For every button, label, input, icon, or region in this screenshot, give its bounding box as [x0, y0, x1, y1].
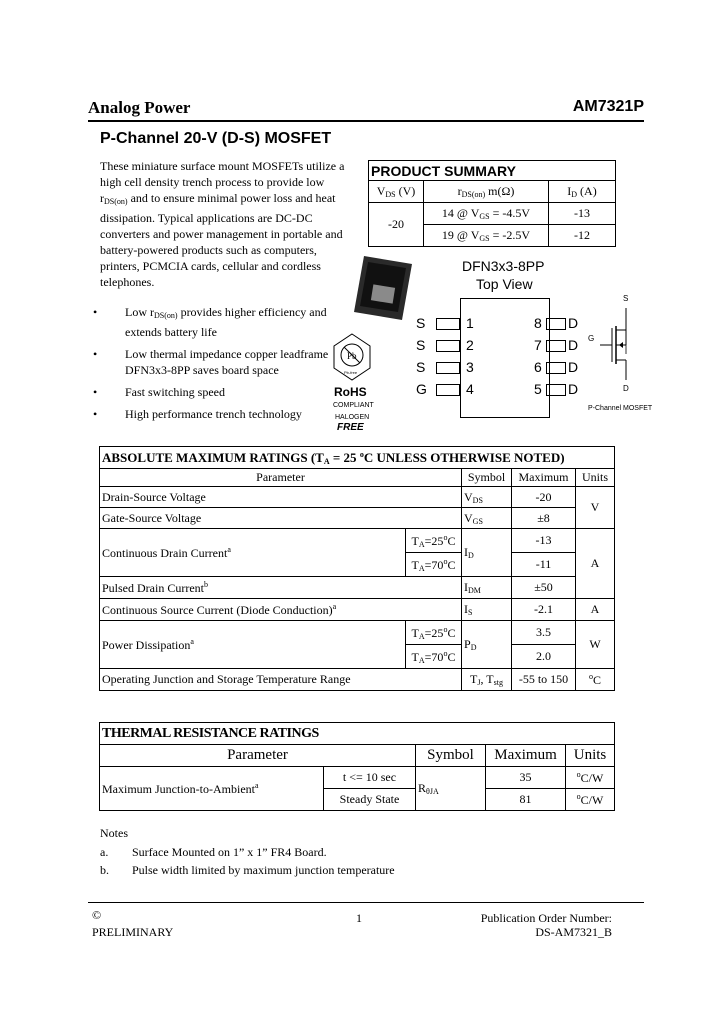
- param-cell: Power Dissipation$^a$: [100, 621, 406, 669]
- list-item: • Fast switching speed: [93, 384, 333, 400]
- package-view: Top View: [476, 276, 533, 292]
- unit-cell: $^o$C/W: [566, 767, 615, 789]
- symbol-cell: $V_{DS}$: [462, 487, 512, 508]
- table-row: [100, 487, 615, 508]
- col-maximum: Maximum: [512, 469, 576, 487]
- notes-title: Notes: [100, 826, 128, 840]
- unit-cell: W: [576, 621, 615, 669]
- package-name: DFN3x3-8PP: [462, 258, 545, 274]
- max-cell: ±8: [512, 508, 576, 529]
- note-b-text: Pulse width limited by maximum junction temperature: [132, 863, 395, 877]
- left-pins: [416, 312, 474, 400]
- pin-row: S 1: [416, 315, 474, 331]
- header-rule: [88, 120, 644, 122]
- unit-cell: $^o$C: [576, 669, 615, 691]
- schematic-caption: P-Channel MOSFET: [588, 405, 653, 412]
- mosfet-schematic-icon: [586, 302, 636, 386]
- max-cell: -55 to 150: [512, 669, 576, 691]
- condition-cell: $T_A=25^oC$: [406, 529, 462, 553]
- symbol-cell: $T_J$, $T_{stg}$: [462, 669, 512, 691]
- page-number: 1: [356, 911, 362, 925]
- publication-number: DS-AM7321_B: [535, 925, 612, 939]
- intro-line: converters and power management in portable and: [100, 227, 343, 241]
- unit-cell: A: [576, 599, 615, 621]
- list-item: • High performance trench technology: [93, 406, 333, 422]
- footer-rule: [88, 902, 644, 903]
- pb-small-text: Pb-free: [344, 370, 358, 375]
- pin-row: S 2: [416, 337, 474, 353]
- copyright-icon: ©: [92, 908, 102, 922]
- intro-line: dissipation. Typical applications are DC-DC: [100, 211, 313, 225]
- max-cell: -13: [512, 529, 576, 553]
- schematic-label-g: G: [588, 334, 595, 343]
- col-symbol: Symbol: [462, 469, 512, 487]
- note-b-key: b.: [100, 863, 109, 877]
- thermal-resistance-table: [99, 722, 615, 811]
- max-cell: ±50: [512, 577, 576, 599]
- param-cell: Operating Junction and Storage Temperature Range: [100, 669, 462, 691]
- list-item: • Low $r_{DS(on)}$ provides higher efficiency and extends battery life: [93, 304, 333, 340]
- intro-paragraph: [100, 158, 355, 290]
- max-cell: 3.5: [512, 621, 576, 645]
- publication-label: Publication Order Number:: [480, 911, 612, 925]
- table-row: [100, 577, 615, 599]
- table-row: [100, 529, 615, 553]
- intro-line: battery-powered products such as computers,: [100, 243, 317, 257]
- pin-row: 6 D: [534, 359, 579, 375]
- halogen-free-label: FREE: [337, 422, 364, 433]
- product-summary-table: [368, 160, 616, 247]
- condition-cell: $T_A=70^oC$: [406, 553, 462, 577]
- feature-list: [93, 304, 333, 428]
- table-row: [100, 767, 615, 789]
- pb-text: Pb: [347, 351, 357, 361]
- abs-max-title: ABSOLUTE MAXIMUM RATINGS ($T_A = 25$ $^o$C UNLESS OTHERWISE NOTED): [100, 447, 615, 469]
- max-cell: 81: [486, 789, 566, 811]
- symbol-cell: $R_{\theta JA}$: [416, 767, 486, 811]
- unit-cell: $^o$C/W: [566, 789, 615, 811]
- symbol-cell: $P_D$: [462, 621, 512, 669]
- intro-line: printers, PCMCIA cards, cellular and cordless: [100, 259, 321, 273]
- pin-row: G 4: [416, 381, 474, 397]
- symbol-cell: $V_{GS}$: [462, 508, 512, 529]
- pin-row: S 3: [416, 359, 474, 375]
- symbol-cell: $I_S$: [462, 599, 512, 621]
- unit-cell: A: [576, 529, 615, 599]
- table-row: [100, 508, 615, 529]
- col-vds: $V_{DS}$ (V): [369, 181, 424, 203]
- list-item: • Low thermal impedance copper leadframe DFN3x3-8PP saves board space: [93, 346, 333, 378]
- preliminary-label: PRELIMINARY: [92, 925, 174, 939]
- vds-value: -20: [369, 203, 424, 247]
- package-photo: [352, 250, 414, 324]
- param-cell: Maximum Junction-to-Ambient$^a$: [100, 767, 324, 811]
- symbol-cell: $I_{DM}$: [462, 577, 512, 599]
- page-title: P-Channel 20-V (D-S) MOSFET: [100, 130, 332, 147]
- id-value: -13: [549, 203, 616, 225]
- param-cell: Continuous Drain Current$^a$: [100, 529, 406, 577]
- max-cell: 35: [486, 767, 566, 789]
- rohs-label: RoHS: [334, 385, 367, 399]
- rohs-compliant: COMPLIANT: [333, 402, 374, 409]
- max-cell: -20: [512, 487, 576, 508]
- col-maximum: Maximum: [486, 745, 566, 767]
- param-cell: Continuous Source Current (Diode Conduction)$^a$: [100, 599, 462, 621]
- col-parameter: Parameter: [100, 469, 462, 487]
- absolute-max-ratings-table: [99, 446, 615, 691]
- param-cell: Pulsed Drain Current$^b$: [100, 577, 462, 599]
- pin-row: 7 D: [534, 337, 579, 353]
- condition-cell: $T_A=25^oC$: [406, 621, 462, 645]
- rds-value: 14 @ $V_{GS} = -4.5V$: [424, 203, 549, 225]
- col-parameter: Parameter: [100, 745, 416, 767]
- col-symbol: Symbol: [416, 745, 486, 767]
- condition-cell: Steady State: [324, 789, 416, 811]
- table-row: [100, 621, 615, 645]
- intro-line: telephones.: [100, 275, 155, 289]
- max-cell: -11: [512, 553, 576, 577]
- max-cell: -2.1: [512, 599, 576, 621]
- intro-line: $r_{DS(on)}$ and to ensure minimal power loss and heat: [100, 191, 336, 206]
- part-number: AM7321P: [572, 98, 644, 115]
- condition-cell: t <= 10 sec: [324, 767, 416, 789]
- table-row: [100, 669, 615, 691]
- col-units: Units: [576, 469, 615, 487]
- intro-line: These miniature surface mount MOSFETs utilize a: [100, 159, 345, 173]
- thermal-title: THERMAL RESISTANCE RATINGS: [100, 723, 615, 745]
- col-units: Units: [566, 745, 615, 767]
- note-a-text: Surface Mounted on 1” x 1” FR4 Board.: [132, 845, 327, 859]
- param-cell: Gate-Source Voltage: [100, 508, 462, 529]
- col-rds: $r_{DS(on)}$ m(Ω): [424, 181, 549, 203]
- pb-free-icon: [332, 332, 372, 382]
- id-value: -12: [549, 225, 616, 247]
- pin-row: 8 D: [534, 315, 579, 331]
- unit-cell: V: [576, 487, 615, 529]
- rds-value: 19 @ $V_{GS} = -2.5V$: [424, 225, 549, 247]
- max-cell: 2.0: [512, 645, 576, 669]
- condition-cell: $T_A=70^oC$: [406, 645, 462, 669]
- schematic-label-d: D: [623, 384, 629, 393]
- col-id: $I_D$ (A): [549, 181, 616, 203]
- halogen-label: HALOGEN: [335, 414, 370, 421]
- product-summary-title: PRODUCT SUMMARY: [369, 161, 616, 181]
- right-pins: [532, 312, 582, 400]
- intro-line: high cell density trench process to provide low: [100, 175, 325, 189]
- schematic-label-s: S: [623, 294, 629, 303]
- note-a-key: a.: [100, 845, 109, 859]
- symbol-cell: $I_D$: [462, 529, 512, 577]
- pin-row: 5 D: [534, 381, 579, 397]
- param-cell: Drain-Source Voltage: [100, 487, 462, 508]
- table-row: [100, 599, 615, 621]
- company-name: Analog Power: [88, 98, 191, 117]
